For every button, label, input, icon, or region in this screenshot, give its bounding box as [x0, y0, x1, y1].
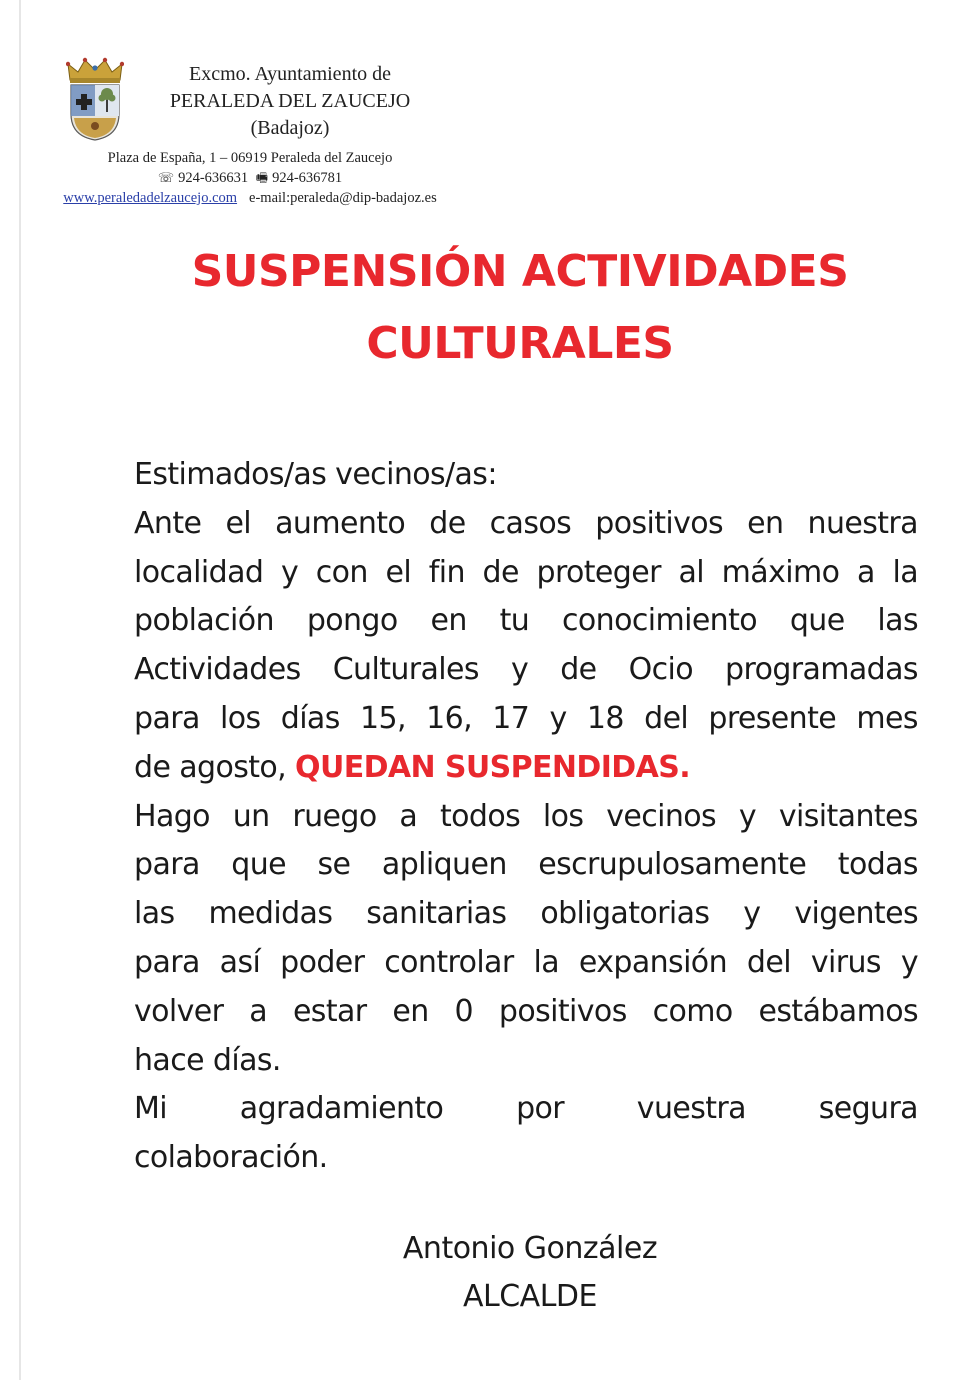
- word: y: [280, 554, 299, 590]
- phone-fax-row: [40, 168, 460, 188]
- word: todas: [837, 847, 918, 883]
- word: estar: [292, 993, 367, 1029]
- title-line-1: SUSPENSIÓN ACTIVIDADES: [191, 246, 849, 297]
- word: para: [134, 944, 200, 980]
- body-line: [134, 549, 918, 598]
- body-line: [134, 793, 918, 842]
- page-edge: [19, 0, 21, 1380]
- word: del: [644, 700, 689, 736]
- word: segura: [818, 1091, 918, 1127]
- body-line: [134, 646, 918, 695]
- word: aumento: [275, 505, 406, 541]
- greeting: Estimados/as vecinos/as:: [134, 457, 497, 492]
- word: vuestra: [636, 1091, 746, 1127]
- word: días: [280, 700, 340, 736]
- word: los: [219, 700, 261, 736]
- word: sanitarias: [366, 896, 507, 932]
- signer-name: Antonio González: [402, 1231, 658, 1266]
- word: 15,: [359, 700, 406, 736]
- word: en: [430, 603, 467, 639]
- fax-icon: 🖷: [255, 170, 269, 185]
- word: localidad: [134, 554, 264, 590]
- letter-body: [134, 451, 918, 1183]
- body-line: colaboración.: [134, 1140, 328, 1176]
- word: conocimiento: [562, 603, 758, 639]
- org-line-2: PERALEDA DEL ZAUCEJO: [169, 90, 411, 112]
- org-line-3: (Badajoz): [250, 117, 330, 139]
- word: Hago: [134, 798, 210, 834]
- word: Culturales: [332, 652, 479, 688]
- word: y: [900, 944, 918, 980]
- word: poder: [280, 944, 365, 980]
- word: de: [560, 652, 597, 688]
- word: todos: [439, 798, 521, 834]
- word: de: [429, 505, 466, 541]
- body-line: hace días.: [134, 1042, 281, 1078]
- word: 18: [586, 700, 624, 736]
- word: a: [249, 993, 268, 1029]
- word: la: [533, 944, 560, 980]
- word: 17: [492, 700, 530, 736]
- word: en: [747, 505, 784, 541]
- word: 0: [454, 993, 474, 1029]
- body-text: de agosto,: [134, 749, 296, 785]
- word: el: [385, 554, 412, 590]
- body-line: [134, 988, 918, 1037]
- word: Ante: [134, 505, 202, 541]
- body-line: [134, 597, 918, 646]
- body-line: [134, 890, 918, 939]
- title-line-2: CULTURALES: [366, 318, 674, 369]
- signature-block: [330, 1225, 730, 1321]
- word: expansión: [578, 944, 727, 980]
- word: y: [743, 896, 761, 932]
- fax-number: 924-636781: [272, 170, 343, 186]
- word: controlar: [384, 944, 514, 980]
- body-line: [134, 1085, 918, 1134]
- coat-of-arms-logo: [66, 56, 124, 142]
- suspended-emphasis: QUEDAN SUSPENDIDAS.: [295, 749, 691, 785]
- word: medidas: [208, 896, 333, 932]
- word: con: [315, 554, 368, 590]
- word: por: [516, 1091, 565, 1127]
- word: pongo: [306, 603, 398, 639]
- word: proteger: [536, 554, 661, 590]
- word: Actividades: [134, 652, 301, 688]
- word: a: [857, 554, 875, 590]
- phone-number: 924-636631: [178, 170, 249, 186]
- word: apliquen: [381, 847, 507, 883]
- word: población: [134, 603, 274, 639]
- body-line: [134, 939, 918, 988]
- org-line-1: Excmo. Ayuntamiento de: [188, 63, 391, 85]
- word: casos: [489, 505, 572, 541]
- word: estábamos: [758, 993, 918, 1029]
- word: los: [542, 798, 584, 834]
- word: del: [746, 944, 791, 980]
- word: al: [678, 554, 705, 590]
- word: de: [482, 554, 519, 590]
- email: e-mail:peraleda@dip-badajoz.es: [249, 190, 437, 206]
- word: positivos: [595, 505, 724, 541]
- phone-icon: ☏: [157, 170, 175, 185]
- word: las: [877, 603, 918, 639]
- body-line: [134, 695, 918, 744]
- word: agradamiento: [239, 1091, 444, 1127]
- word: se: [317, 847, 351, 883]
- body-line: [134, 841, 918, 890]
- signer-role: ALCALDE: [463, 1279, 597, 1314]
- word: fin: [428, 554, 465, 590]
- website-link[interactable]: www.peraledadelzaucejo.com: [63, 190, 238, 206]
- word: volver: [134, 993, 224, 1029]
- contact-block: [40, 148, 460, 208]
- word: y: [738, 798, 757, 834]
- word: y: [510, 652, 529, 688]
- word: tu: [499, 603, 530, 639]
- word: máximo: [721, 554, 840, 590]
- word: la: [892, 554, 918, 590]
- word: positivos: [498, 993, 627, 1029]
- word: así: [219, 944, 261, 980]
- word: como: [652, 993, 733, 1029]
- word: programadas: [725, 652, 918, 688]
- word: el: [225, 505, 252, 541]
- word: que: [231, 847, 286, 883]
- word: obligatorias: [540, 896, 710, 932]
- word: nuestra: [807, 505, 918, 541]
- body-line: [134, 500, 918, 549]
- word: un: [232, 798, 270, 834]
- word: vecinos: [606, 798, 717, 834]
- word: las: [134, 896, 175, 932]
- web-email-row: [40, 188, 460, 208]
- word: ruego: [292, 798, 377, 834]
- body-line: [134, 744, 918, 793]
- word: para: [134, 847, 200, 883]
- word: y: [549, 700, 567, 736]
- address: Plaza de España, 1 – 06919 Peraleda del Zaucejo: [107, 150, 393, 166]
- word: visitantes: [778, 798, 918, 834]
- word: mes: [856, 700, 918, 736]
- document-title: [150, 236, 890, 380]
- word: escrupulosamente: [538, 847, 807, 883]
- word: que: [789, 603, 845, 639]
- word: en: [392, 993, 429, 1029]
- word: vigentes: [794, 896, 918, 932]
- word: Ocio: [628, 652, 693, 688]
- word: virus: [810, 944, 881, 980]
- word: a: [399, 798, 418, 834]
- word: 16,: [426, 700, 473, 736]
- word: Mi: [134, 1091, 168, 1127]
- organization-name: [140, 61, 440, 142]
- word: para: [134, 700, 200, 736]
- word: presente: [708, 700, 837, 736]
